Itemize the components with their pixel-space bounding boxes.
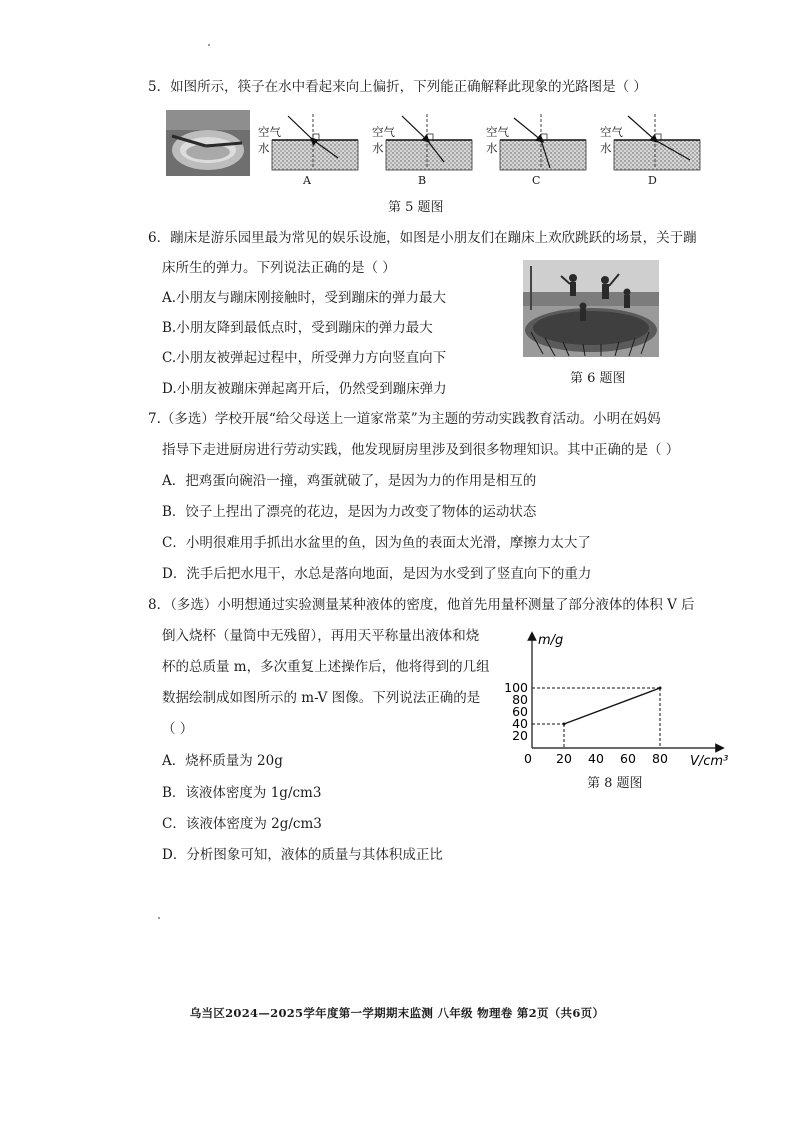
panel-c-label: C	[532, 174, 541, 187]
y-tick-label: 100	[504, 680, 528, 695]
q7-option-b: B．饺子上捏出了漂亮的花边，是因为力改变了物体的运动状态	[162, 504, 537, 520]
q6-option-c: C.小朋友被弹起过程中，所受弹力方向竖直向下	[162, 350, 447, 366]
q8-stem-line2: 倒入烧杯（量筒中无残留），再用天平称量出液体和烧	[162, 628, 480, 644]
panel-a-water-label: 水	[258, 141, 270, 155]
panel-d-air-label: 空气	[600, 125, 623, 139]
panel-b-water-label: 水	[372, 141, 384, 155]
panel-b-air-label: 空气	[372, 125, 395, 139]
q6-option-d: D.小朋友被蹦床弹起离开后，仍然受到蹦床弹力	[162, 381, 447, 397]
q8-stem-line3: 杯的总质量 m，多次重复上述操作后，他将得到的几组	[162, 659, 490, 675]
q8-option-c: C．该液体密度为 2g/cm3	[162, 816, 322, 832]
q7-stem-line2: 指导下走进厨房进行劳动实践，他发现厨房里涉及到很多物理知识。其中正确的是（ ）	[162, 442, 680, 458]
q6-caption: 第 6 题图	[570, 371, 626, 386]
q6-stem-line2: 床所生的弹力。下列说法正确的是（ ）	[162, 260, 396, 276]
y-tick-label: 20	[512, 728, 528, 743]
panel-d-label: D	[648, 174, 657, 187]
scan-speck	[208, 44, 210, 46]
panel-b-label: B	[418, 174, 427, 187]
page-footer: 乌当区2024—2025学年度第一学期期末监测 八年级 物理卷 第2页（共6页）	[189, 1006, 605, 1020]
data-point	[563, 723, 566, 726]
q8-option-a: A．烧杯质量为 20g	[162, 753, 283, 769]
origin-label: 0	[524, 751, 532, 766]
q8-option-d: D．分析图象可知，液体的质量与其体积成正比	[162, 847, 443, 863]
q8-stem-line5: （ ）	[162, 721, 194, 737]
q8-option-b: B．该液体密度为 1g/cm3	[162, 785, 322, 801]
q7-option-c: C．小明很难用手抓出水盆里的鱼，因为鱼的表面太光滑，摩擦力太大了	[162, 535, 591, 551]
q8-stem-line4: 数据绘制成如图所示的 m-V 图像。下列说法正确的是	[162, 690, 481, 706]
trampoline-photo	[523, 260, 659, 357]
y-tick-label: 60	[512, 704, 528, 719]
panel-c-air-label: 空气	[486, 125, 509, 139]
q6-option-a: A.小朋友与蹦床刚接触时，受到蹦床的弹力最大	[162, 290, 447, 306]
q5-caption: 第 5 题图	[388, 200, 444, 215]
panel-a-label: A	[303, 174, 311, 187]
q5-stem: 5．如图所示，筷子在水中看起来向上偏折，下列能正确解释此现象的光路图是（ ）	[148, 79, 647, 95]
q6-option-b: B.小朋友降到最低点时，受到蹦床的弹力最大	[162, 320, 433, 336]
panel-a-air-label: 空气	[258, 125, 281, 139]
panel-d-water-label: 水	[600, 141, 612, 155]
q5-panel-a	[258, 108, 368, 190]
mv-chart	[500, 626, 740, 772]
panel-c-water-label: 水	[486, 141, 498, 155]
y-tick-label: 80	[512, 692, 528, 707]
series-line	[564, 688, 660, 724]
q8-stem-line1: 8．（多选）小明想通过实验测量某种液体的密度，他首先用量杯测量了部分液体的体积 V 后	[148, 597, 695, 613]
y-axis-label: m/g	[538, 633, 564, 648]
data-point	[659, 687, 662, 690]
x-axis-label: V/cm³	[690, 754, 729, 769]
q5-panel-b	[372, 108, 482, 190]
scan-speck	[158, 917, 160, 919]
chopsticks-bowl-photo	[166, 110, 250, 176]
q5-panel-c	[486, 108, 596, 190]
q8-caption: 第 8 题图	[587, 776, 643, 791]
x-tick-label: 80	[652, 751, 668, 766]
q7-stem-line1: 7.（多选）学校开展“给父母送上一道家常菜”为主题的劳动实践教育活动。小明在妈妈	[148, 411, 661, 427]
x-tick-label: 60	[620, 751, 636, 766]
x-tick-label: 40	[588, 751, 604, 766]
y-tick-label: 40	[512, 716, 528, 731]
q7-option-a: A．把鸡蛋向碗沿一撞，鸡蛋就破了，是因为力的作用是相互的	[162, 473, 537, 489]
x-tick-label: 20	[556, 751, 572, 766]
q7-option-d: D．洗手后把水甩干，水总是落向地面，是因为水受到了竖直向下的重力	[162, 566, 592, 582]
q6-stem-line1: 6．蹦床是游乐园里最为常见的娱乐设施，如图是小朋友们在蹦床上欢欣跳跃的场景，关于蹦	[148, 230, 697, 246]
